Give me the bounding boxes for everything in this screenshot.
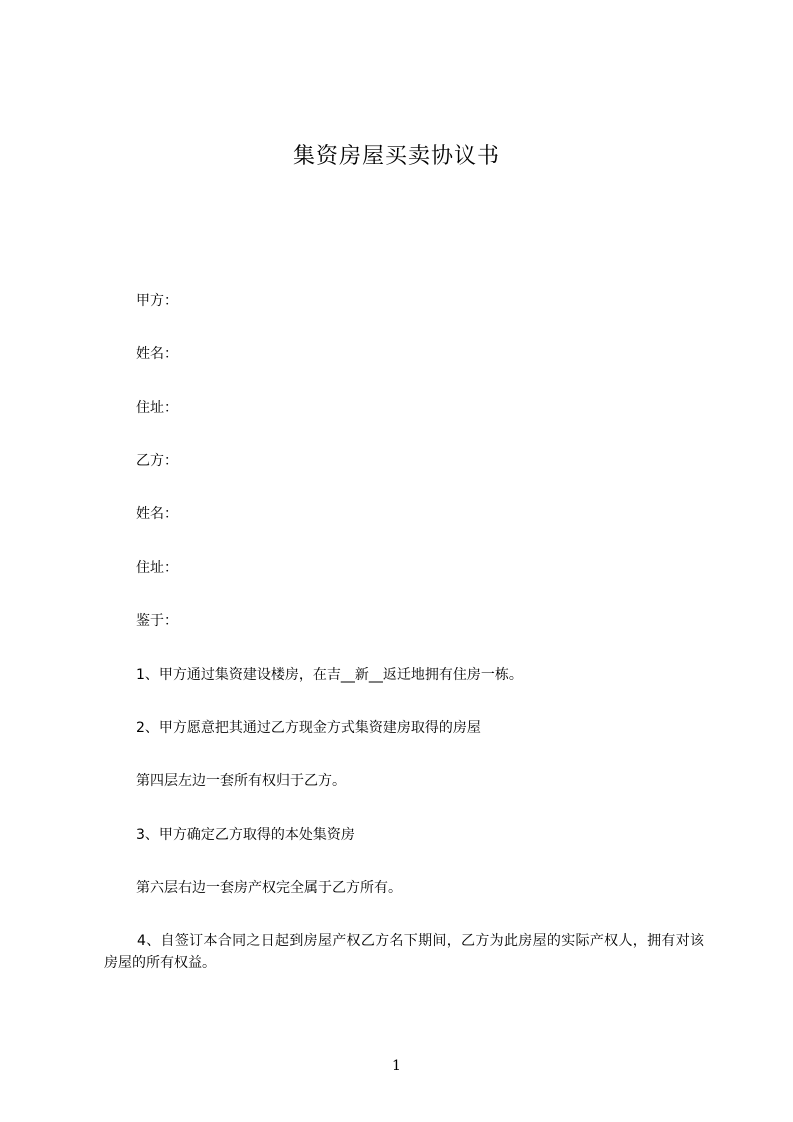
document-title: 集资房屋买卖协议书 bbox=[292, 144, 500, 169]
clause-3-continued: 第六层右边一套房产权完全属于乙方所有。 bbox=[136, 880, 402, 896]
party-a-name-label: 姓名： bbox=[136, 346, 178, 362]
party-a-address-label: 住址： bbox=[136, 400, 178, 416]
clause-3: 3、甲方确定乙方取得的本处集资房 bbox=[136, 827, 355, 843]
clause-2: 2、甲方愿意把其通过乙方现金方式集资建房取得的房屋 bbox=[136, 720, 481, 736]
clause-4: 4、自签订本合同之日起到房屋产权乙方名下期间，乙方为此房屋的实际产权人，拥有对该房屋的所有权益。 bbox=[104, 933, 704, 971]
party-b-name-label: 姓名： bbox=[136, 506, 178, 522]
clause-1: 1、甲方通过集资建设楼房，在吉__新__返迁地拥有住房一栋。 bbox=[136, 667, 523, 683]
clause-2-continued: 第四层左边一套所有权归于乙方。 bbox=[136, 773, 346, 789]
party-b-label: 乙方： bbox=[136, 453, 178, 469]
party-a-label: 甲方： bbox=[136, 293, 178, 309]
party-b-address-label: 住址： bbox=[136, 560, 178, 576]
page-number: 1 bbox=[392, 1058, 401, 1074]
whereas-label: 鉴于： bbox=[136, 613, 178, 629]
